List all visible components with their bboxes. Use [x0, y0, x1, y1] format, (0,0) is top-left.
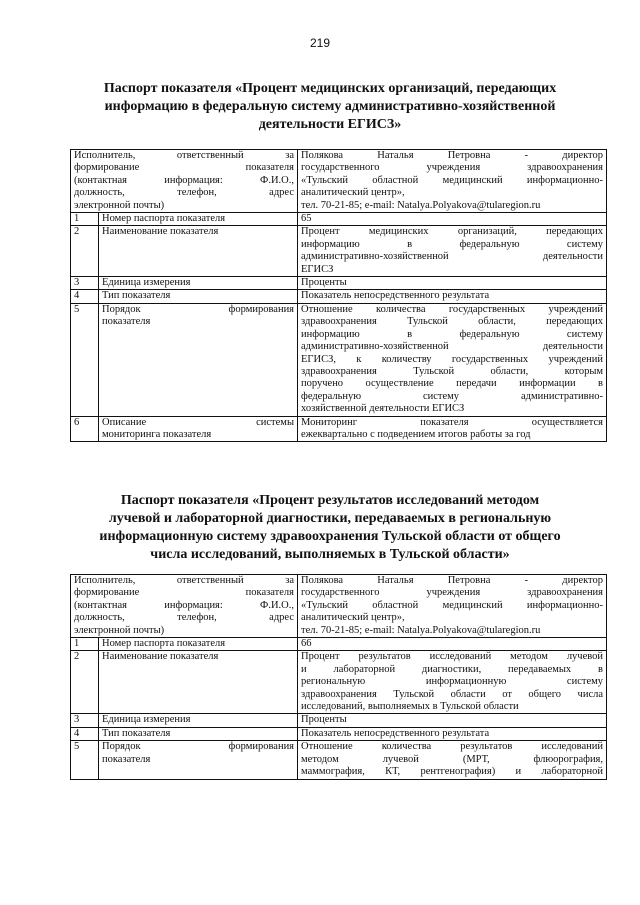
row-number: 2 — [71, 651, 99, 714]
row-number: 3 — [71, 277, 99, 290]
row-number: 2 — [71, 226, 99, 277]
cell-line: Процент медицинских организаций, передающих — [301, 226, 604, 238]
executor-row — [71, 150, 607, 213]
cell-line: Единица измерения — [102, 714, 191, 726]
cell-line: 65 — [301, 213, 312, 225]
cell-line: информацию в федеральную систему — [301, 328, 604, 340]
row-number: 5 — [71, 741, 99, 779]
row-label — [99, 226, 298, 277]
cell-line: исследований, выполняемых в Тульской области — [301, 701, 519, 713]
cell-line: тел. 70-21-85; e-mail: Natalya.Polyakova@tularegion.ru — [301, 624, 541, 636]
cell-line: здравоохранения Тульской области, которым — [301, 365, 604, 377]
cell-line: государственного учреждения здравоохранения — [301, 587, 604, 599]
row-value — [298, 290, 607, 303]
cell-line: региональную информационную систему — [301, 676, 604, 688]
cell-line: Порядок формирования — [102, 303, 295, 315]
cell-line: должность, телефон, адрес — [74, 612, 295, 624]
cell-line: «Тульский областной медицинский информационно- — [301, 174, 604, 186]
cell-line: Тип показателя — [102, 290, 171, 302]
cell-line: Тип показателя — [102, 727, 171, 739]
row-number: 4 — [71, 290, 99, 303]
row-value — [298, 638, 607, 651]
cell-line: административно-хозяйственной деятельности — [301, 251, 604, 263]
cell-line: должность, телефон, адрес — [74, 187, 295, 199]
heading-line: лучевой и лабораторной диагностики, передаваемых в региональную — [108, 511, 552, 526]
row-number: 5 — [71, 303, 99, 416]
table-row — [71, 213, 607, 226]
cell-line: маммография, КТ, рентгенография) и лабораторной — [301, 766, 604, 778]
table-row — [71, 741, 607, 779]
row-number: 1 — [71, 638, 99, 651]
cell-line: хозяйственной деятельности ЕГИСЗ — [301, 403, 465, 415]
row-value — [298, 416, 607, 442]
table-row — [71, 416, 607, 442]
cell-line: аналитический центр», — [301, 187, 405, 199]
table-row — [71, 714, 607, 727]
cell-line: информацию в федеральную систему — [301, 238, 604, 250]
row-label — [99, 714, 298, 727]
executor-value-cell — [298, 575, 607, 638]
cell-line: Проценты — [301, 714, 347, 726]
cell-line: Номер паспорта показателя — [102, 638, 226, 650]
cell-line: Единица измерения — [102, 277, 191, 289]
cell-line: Отношение количества результатов исследований — [301, 741, 604, 753]
heading-line: числа исследований, выполняемых в Тульской области» — [150, 547, 510, 562]
cell-line: административно-хозяйственной деятельности — [301, 341, 604, 353]
cell-line: Наименование показателя — [102, 226, 219, 238]
table-row — [71, 651, 607, 714]
cell-line: здравоохранения Тульской области от общего числа — [301, 688, 604, 700]
cell-line: здравоохранения Тульской области, передающих — [301, 316, 604, 328]
row-number: 3 — [71, 714, 99, 727]
cell-line: Описание системы — [102, 416, 295, 428]
row-label — [99, 303, 298, 416]
cell-line: (контактная информация: Ф.И.О., — [74, 599, 295, 611]
heading-line: Паспорт показателя «Процент результатов исследований методом — [120, 493, 540, 508]
page-number: 219 — [309, 36, 331, 50]
cell-line: Процент результатов исследований методом лучевой — [301, 651, 604, 663]
executor-row — [71, 575, 607, 638]
cell-line: поручено осуществление передачи информации в — [301, 378, 604, 390]
passport-2-heading — [60, 492, 600, 564]
cell-line: «Тульский областной медицинский информационно- — [301, 599, 604, 611]
row-value — [298, 303, 607, 416]
table-row — [71, 638, 607, 651]
cell-line: аналитический центр», — [301, 612, 405, 624]
row-label — [99, 277, 298, 290]
cell-line: и лабораторной диагностики, передаваемых в — [301, 663, 604, 675]
passport-1-heading — [60, 80, 600, 134]
row-label — [99, 651, 298, 714]
row-label — [99, 213, 298, 226]
executor-value-cell — [298, 150, 607, 213]
cell-line: Полякова Наталья Петровна - директор — [301, 575, 604, 586]
cell-line: показателя — [102, 316, 151, 328]
cell-line: тел. 70-21-85; e-mail: Natalya.Polyakova@tularegion.ru — [301, 199, 541, 211]
table-row — [71, 226, 607, 277]
cell-line: ежеквартально с подведением итогов работы за год — [301, 428, 531, 440]
row-label — [99, 638, 298, 651]
row-label — [99, 416, 298, 442]
cell-line: формирование показателя — [74, 162, 295, 174]
row-value — [298, 714, 607, 727]
cell-line: государственного учреждения здравоохранения — [301, 162, 604, 174]
passport-1-table — [70, 149, 607, 442]
heading-line: Паспорт показателя «Процент медицинских организаций, передающих — [103, 81, 557, 96]
cell-line: Показатель непосредственного результата — [301, 290, 490, 302]
row-label — [99, 290, 298, 303]
cell-line: федеральную систему административно- — [301, 390, 604, 402]
row-number: 1 — [71, 213, 99, 226]
cell-line: Показатель непосредственного результата — [301, 727, 490, 739]
row-value — [298, 741, 607, 779]
cell-line: Отношение количества государственных учреждений — [301, 303, 604, 315]
cell-line: ЕГИСЗ — [301, 263, 334, 275]
cell-line: Номер паспорта показателя — [102, 213, 226, 225]
passport-2-table — [70, 574, 607, 780]
cell-line: Порядок формирования — [102, 741, 295, 753]
cell-line: Проценты — [301, 277, 347, 289]
row-label — [99, 727, 298, 740]
cell-line: (контактная информация: Ф.И.О., — [74, 174, 295, 186]
row-value — [298, 277, 607, 290]
table-row — [71, 303, 607, 416]
cell-line: Мониторинг показателя осуществляется — [301, 416, 604, 428]
cell-line: электронной почты) — [74, 199, 165, 211]
cell-line: методом лучевой (МРТ, флюорография, — [301, 753, 604, 765]
cell-line: ЕГИСЗ, к количеству государственных учреждений — [301, 353, 604, 365]
table-row — [71, 727, 607, 740]
row-label — [99, 741, 298, 779]
row-value — [298, 213, 607, 226]
cell-line: показателя — [102, 753, 151, 765]
row-value — [298, 727, 607, 740]
heading-line: деятельности ЕГИСЗ» — [258, 117, 402, 132]
cell-line: формирование показателя — [74, 587, 295, 599]
row-value — [298, 226, 607, 277]
row-number: 6 — [71, 416, 99, 442]
executor-label-cell — [71, 575, 298, 638]
row-number: 4 — [71, 727, 99, 740]
table-row — [71, 290, 607, 303]
cell-line: Исполнитель, ответственный за — [74, 150, 295, 161]
table-row — [71, 277, 607, 290]
cell-line: электронной почты) — [74, 624, 165, 636]
cell-line: Исполнитель, ответственный за — [74, 575, 295, 586]
cell-line: Наименование показателя — [102, 651, 219, 663]
cell-line: Полякова Наталья Петровна - директор — [301, 150, 604, 161]
row-value — [298, 651, 607, 714]
heading-line: информационную систему здравоохранения Тульской области от общего — [99, 529, 561, 544]
heading-line: информацию в федеральную систему административно-хозяйственной — [104, 99, 556, 114]
cell-line: мониторинга показателя — [102, 428, 212, 440]
cell-line: 66 — [301, 638, 312, 650]
executor-label-cell — [71, 150, 298, 213]
